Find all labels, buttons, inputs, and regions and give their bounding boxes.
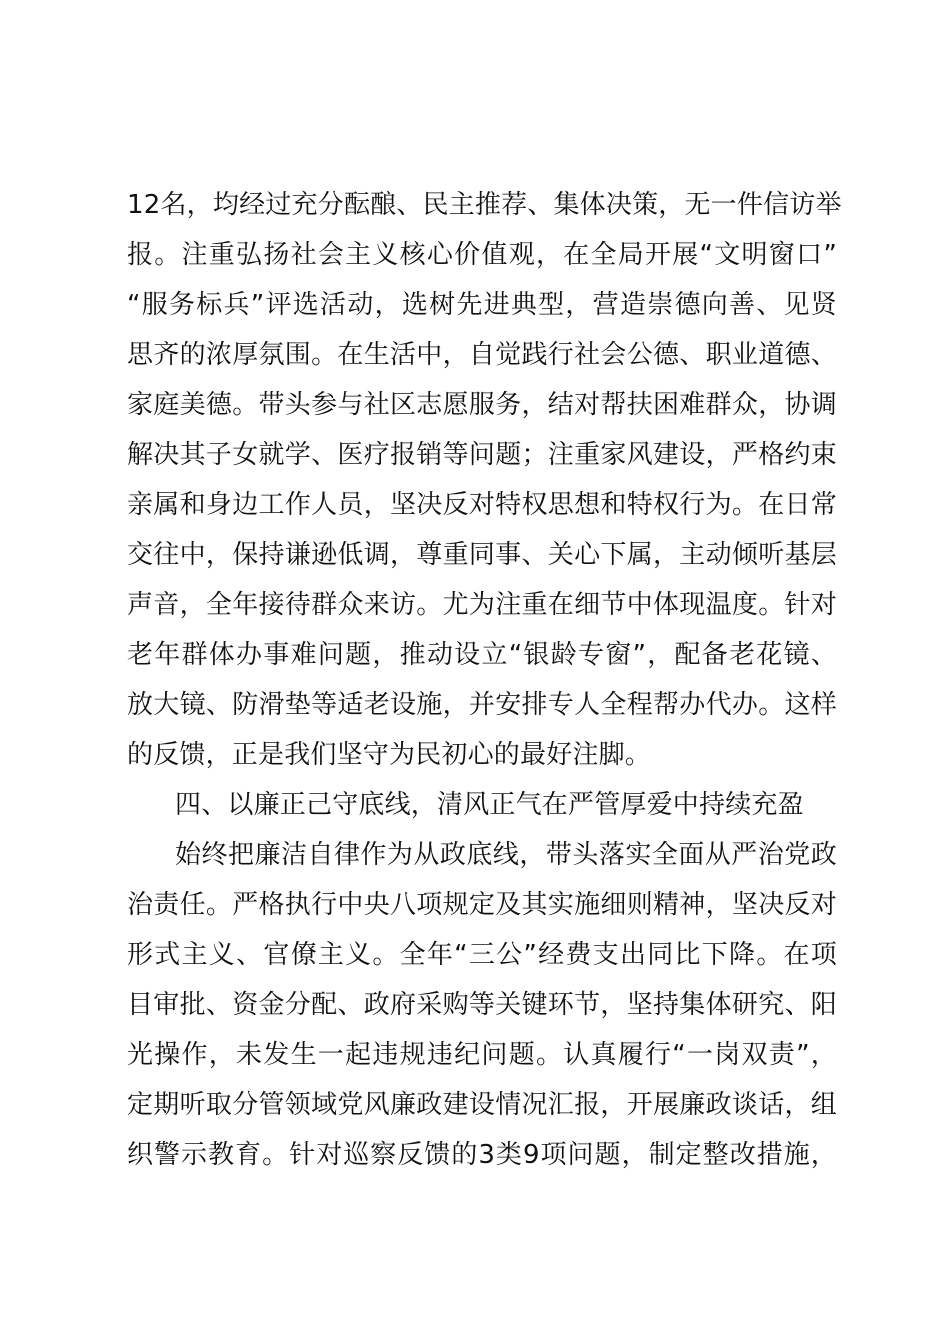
paragraph-line: 亲属和身边工作人员，坚决反对特权思想和特权行为。在日常 xyxy=(127,490,837,520)
paragraph-line: 交往中，保持谦逊低调，尊重同事、关心下属，主动倾听基层 xyxy=(127,540,837,570)
paragraph-line: 解决其子女就学、医疗报销等问题；注重家风建设，严格约束 xyxy=(127,440,837,470)
paragraph-first-line: 始终把廉洁自律作为从政底线，带头落实全面从严治党政 xyxy=(175,840,837,870)
paragraph-line: 目审批、资金分配、政府采购等关键环节，坚持集体研究、阳 xyxy=(127,990,837,1020)
paragraph-line: 声音，全年接待群众来访。尤为注重在细节中体现温度。针对 xyxy=(127,590,837,620)
paragraph-line: 定期听取分管领域党风廉政建设情况汇报，开展廉政谈话，组 xyxy=(127,1090,837,1120)
paragraph-line: 形式主义、官僚主义。全年“三公”经费支出同比下降。在项 xyxy=(127,940,837,970)
paragraph-line: 报。注重弘扬社会主义核心价值观，在全局开展“文明窗口” xyxy=(127,240,837,270)
paragraph-line: 家庭美德。带头参与社区志愿服务，结对帮扶困难群众，协调 xyxy=(127,390,837,420)
paragraph-line: 织警示教育。针对巡察反馈的3类9项问题，制定整改措施， xyxy=(127,1140,837,1170)
section-heading: 四、以廉正己守底线，清风正气在严管厚爱中持续充盈 xyxy=(175,790,804,820)
paragraph-line: 治责任。严格执行中央八项规定及其实施细则精神，坚决反对 xyxy=(127,890,837,920)
paragraph-line: 光操作，未发生一起违规违纪问题。认真履行“一岗双责”， xyxy=(127,1040,837,1070)
paragraph-line: 放大镜、防滑垫等适老设施，并安排专人全程帮办代办。这样 xyxy=(127,690,837,720)
paragraph-line: 12名，均经过充分酝酿、民主推荐、集体决策，无一件信访举 xyxy=(127,190,842,220)
paragraph-line: 老年群体办事难问题，推动设立“银龄专窗”，配备老花镜、 xyxy=(127,640,837,670)
paragraph-line: 思齐的浓厚氛围。在生活中，自觉践行社会公德、职业道德、 xyxy=(127,340,837,370)
paragraph-last-line: 的反馈，正是我们坚守为民初心的最好注脚。 xyxy=(127,740,652,770)
paragraph-line: “服务标兵”评选活动，选树先进典型，营造崇德向善、见贤 xyxy=(127,290,837,320)
